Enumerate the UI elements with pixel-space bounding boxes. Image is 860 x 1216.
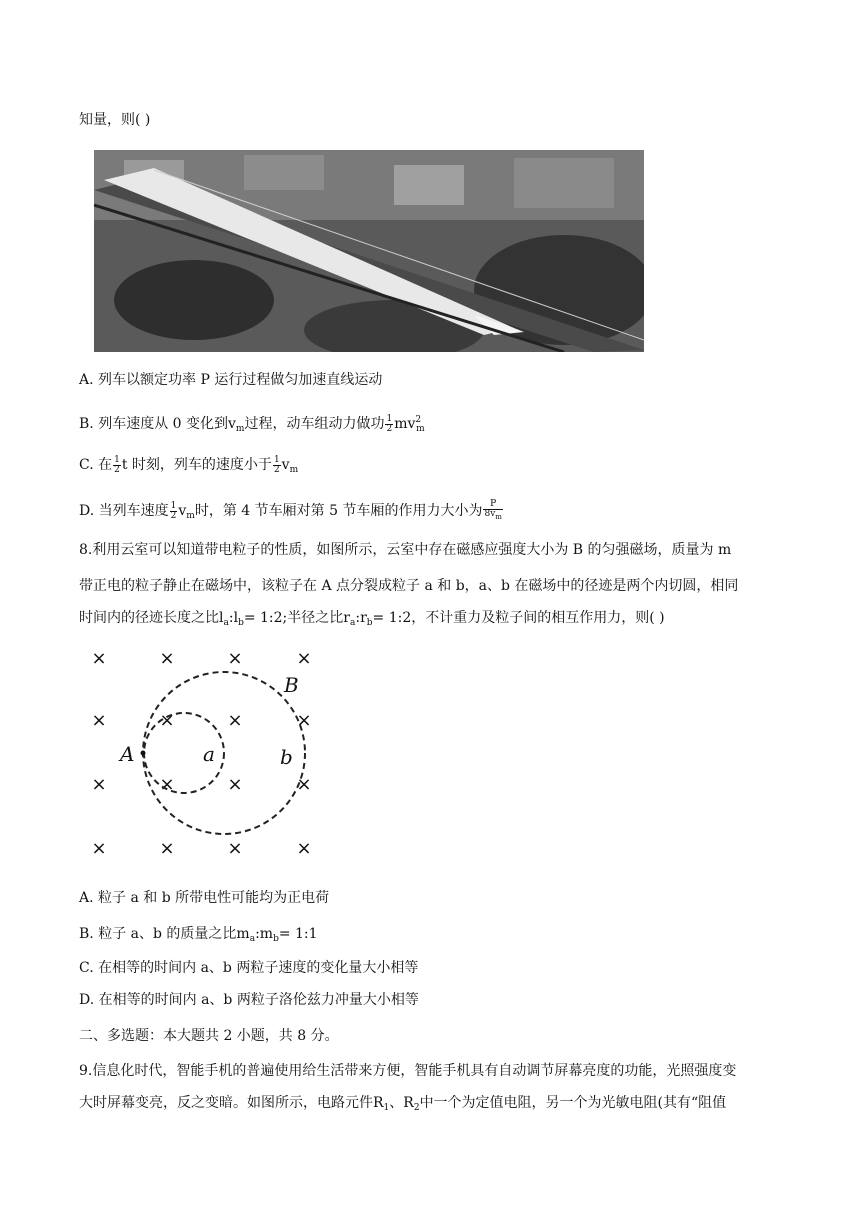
subscript-2: 2 xyxy=(413,1103,420,1113)
subscript-m: m xyxy=(186,511,195,521)
q8-stem-line-3 xyxy=(79,608,665,633)
field-cross: × xyxy=(91,838,107,859)
label-a: a xyxy=(203,742,215,766)
q8-option-b-text2: = 1:1 xyxy=(278,926,318,942)
q7-option-d-text2: 时，第 4 节车厢对第 5 节车厢的作用力大小为 xyxy=(194,503,483,519)
field-cross: × xyxy=(159,710,175,731)
q7-option-d xyxy=(79,500,504,526)
subscript-b: b xyxy=(238,618,244,628)
q7-option-b-text2: 过程，动车组动力做功 xyxy=(244,416,385,432)
subscript-1: 1 xyxy=(383,1103,390,1113)
q9-stem-text: 大时屏幕变亮，反之变暗。如图所示，电路元件 xyxy=(79,1095,373,1111)
field-cross: × xyxy=(91,710,107,731)
field-cross: × xyxy=(296,774,312,795)
symbol-m: m xyxy=(259,926,274,942)
subscript-a: a xyxy=(249,934,256,944)
question-fragment: 知量，则( ) xyxy=(79,112,151,128)
superscript-2: 2 xyxy=(415,415,422,425)
q7-option-d-text: D. 当列车速度 xyxy=(79,503,169,519)
label-A: A xyxy=(120,742,135,766)
field-cross: × xyxy=(227,710,243,731)
q8-option-a: A. 粒子 a 和 b 所带电性可能均为正电荷 xyxy=(79,890,330,906)
symbol-mv: mv xyxy=(394,416,416,432)
q9-stem-line-2 xyxy=(79,1093,726,1118)
symbol-r: r xyxy=(360,610,367,626)
symbol-r2: R xyxy=(403,1095,414,1111)
label-B: B xyxy=(284,673,299,697)
point-a-dot xyxy=(141,751,146,756)
field-cross: × xyxy=(159,838,175,859)
q7-option-b-text: B. 列车速度从 0 变化到 xyxy=(79,416,228,432)
label-b: b xyxy=(280,745,293,769)
field-cross: × xyxy=(227,774,243,795)
field-cross: × xyxy=(159,774,175,795)
q8-stem-text: 时间内的径迹长度之比 xyxy=(79,610,219,626)
fraction-p-8vm: $\frac{P}{8v_m}$ xyxy=(484,499,502,521)
subscript-b: b xyxy=(273,934,279,944)
symbol-r1: R xyxy=(373,1095,384,1111)
q9-stem-line-1: 9.信息化时代，智能手机的普遍使用给生活带来方便，智能手机具有自动调节屏幕亮度的功能，光照强度变 xyxy=(79,1063,737,1079)
colon: : xyxy=(255,926,260,942)
q7-option-c xyxy=(79,455,298,480)
separator: 、 xyxy=(389,1095,404,1111)
cloud-chamber-diagram xyxy=(82,640,332,860)
train-photo xyxy=(94,150,644,352)
symbol-l: l xyxy=(219,610,224,626)
subscript-m: m xyxy=(416,424,425,434)
symbol-v: v xyxy=(281,457,290,473)
q7-option-c-text2: t 时刻，列车的速度小于 xyxy=(121,457,272,473)
field-cross: × xyxy=(91,774,107,795)
colon: : xyxy=(355,610,361,626)
subscript-m: m xyxy=(289,465,299,475)
q8-option-b xyxy=(79,924,318,949)
fraction-half: $\frac{1}{2}$ xyxy=(114,454,120,475)
field-cross: × xyxy=(159,648,175,669)
q7-option-a: A. 列车以额定功率 P 运行过程做匀加速直线运动 xyxy=(79,372,383,388)
q9-stem-text2: 中一个为定值电阻，另一个为光敏电阻(其有“阻值 xyxy=(419,1095,727,1111)
fraction-half: $\frac{1}{2}$ xyxy=(170,500,177,521)
field-cross: × xyxy=(296,838,312,859)
q8-option-d: D. 在相等的时间内 a、b 两粒子洛伦兹力冲量大小相等 xyxy=(79,992,419,1008)
q8-stem-text3: = 1:2，不计重力及粒子间的相互作用力，则( ) xyxy=(372,610,665,626)
fraction-half: $\frac{1}{2}$ xyxy=(386,413,393,434)
symbol-v: v xyxy=(228,416,236,432)
field-cross: × xyxy=(296,648,312,669)
field-cross: × xyxy=(296,710,312,731)
colon: : xyxy=(228,610,234,626)
field-cross: × xyxy=(227,838,243,859)
q8-stem-line-2: 带正电的粒子静止在磁场中，该粒子在 A 点分裂成粒子 a 和 b，a、b 在磁场中的径迹是两个内切圆，相同 xyxy=(79,578,739,594)
symbol-v: v xyxy=(178,503,187,519)
subscript-a: a xyxy=(349,618,356,628)
q7-option-b xyxy=(79,410,425,439)
q8-stem-text2: = 1:2;半径之比 xyxy=(243,610,344,626)
q8-option-c: C. 在相等的时间内 a、b 两粒子速度的变化量大小相等 xyxy=(79,960,419,976)
field-cross: × xyxy=(91,648,107,669)
symbol-m: m xyxy=(236,926,250,942)
field-cross: × xyxy=(227,648,243,669)
symbol-r: r xyxy=(343,610,350,626)
section-heading: 二、多选题：本大题共 2 小题，共 8 分。 xyxy=(79,1028,339,1044)
subscript-b: b xyxy=(366,618,373,628)
q8-stem-line-1: 8.利用云室可以知道带电粒子的性质，如图所示，云室中存在磁感应强度大小为 B 的匀强磁场，质量为 m xyxy=(79,542,732,558)
fraction-half: $\frac{1}{2}$ xyxy=(273,454,280,475)
subscript-a: a xyxy=(223,618,229,628)
q7-option-c-text: C. 在 xyxy=(79,457,113,473)
subscript-m: m xyxy=(235,424,245,434)
q8-option-b-text: B. 粒子 a、b 的质量之比 xyxy=(79,926,237,942)
symbol-l: l xyxy=(233,610,239,626)
